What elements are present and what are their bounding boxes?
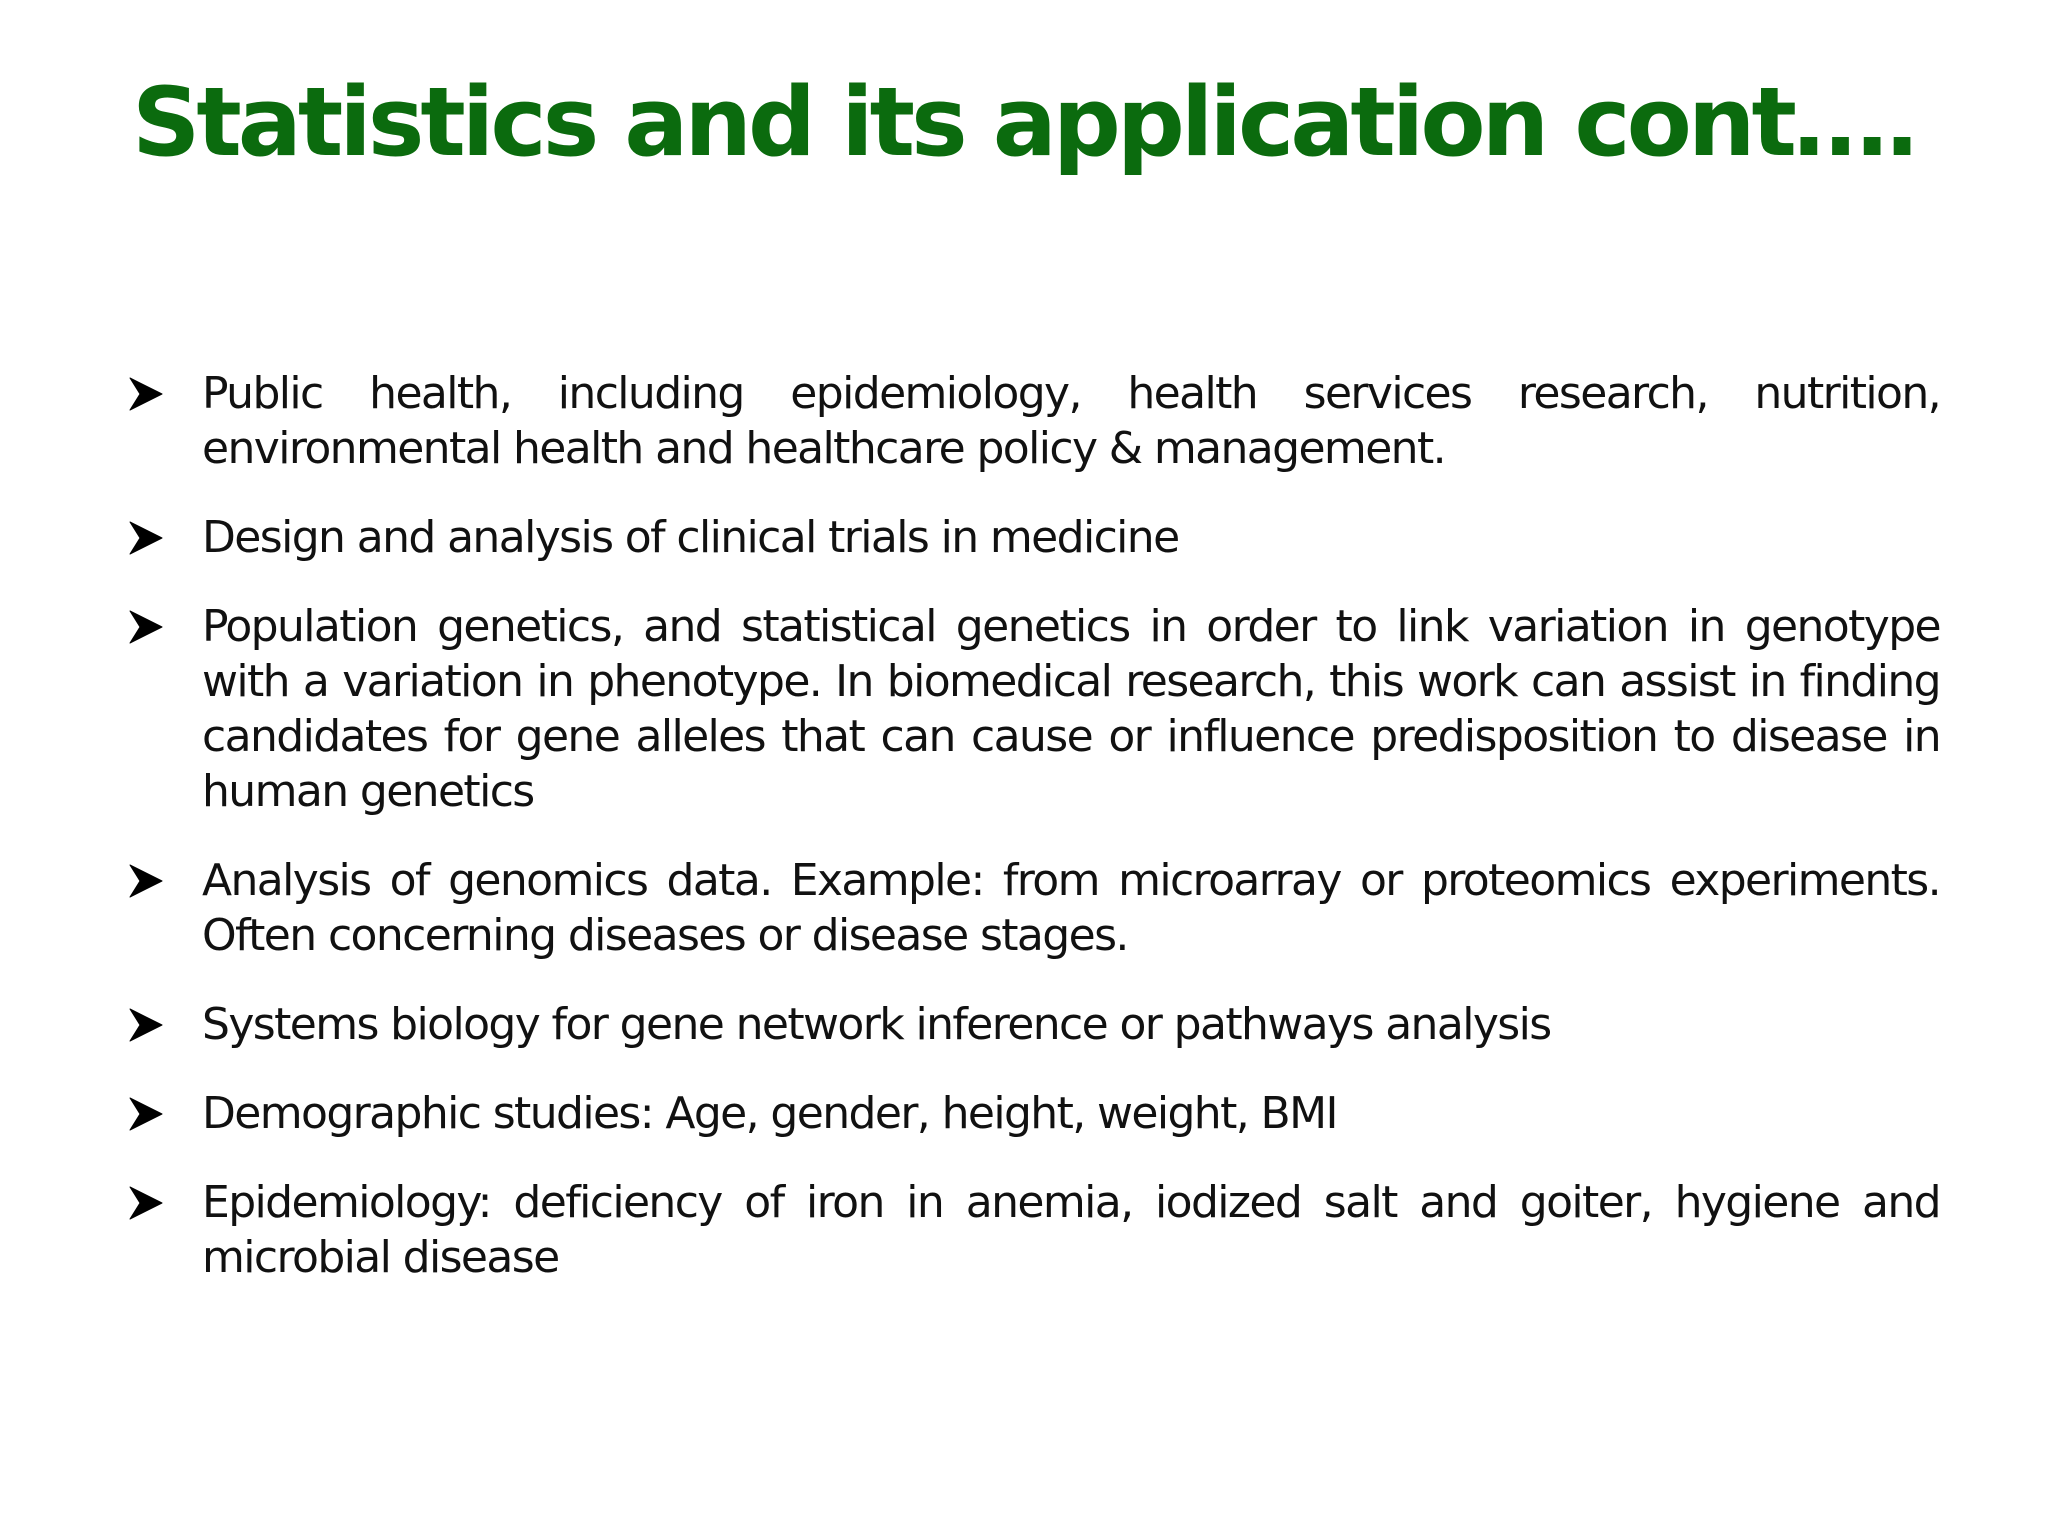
bullet-item-public-health xyxy=(128,366,1940,476)
bullet-text: Design and analysis of clinical trials in medicine xyxy=(202,512,1179,563)
bullet-text: Demographic studies: Age, gender, height, weight, BMI xyxy=(202,1088,1337,1139)
bullet-text: Systems biology for gene network inference or pathways analysis xyxy=(202,999,1551,1050)
slide-title: Statistics and its application cont…. xyxy=(131,68,1917,178)
bullet-list xyxy=(128,366,1940,1319)
arrowhead-bullet-icon xyxy=(128,997,202,1052)
arrowhead-bullet-icon xyxy=(128,1175,202,1230)
bullet-text: Epidemiology: deficiency of iron in anemia, iodized salt and goiter, hygiene and microbial disease xyxy=(202,1177,1940,1283)
bullet-item-epidemiology xyxy=(128,1175,1940,1285)
bullet-item-genomics-data xyxy=(128,853,1940,963)
bullet-text: Public health, including epidemiology, health services research, nutrition, environmental health and healthcare policy & management. xyxy=(202,368,1940,474)
arrowhead-bullet-icon xyxy=(128,853,202,908)
arrowhead-bullet-icon xyxy=(128,366,202,421)
bullet-item-demographic-studies xyxy=(128,1086,1940,1141)
arrowhead-bullet-icon xyxy=(128,599,202,654)
arrowhead-bullet-icon xyxy=(128,510,202,565)
bullet-text: Population genetics, and statistical genetics in order to link variation in genotype with a variation in phenotype. In biomedical research, this work can assist in finding candidates for gene alleles that can cause or influence predisposition to disease in human genetics xyxy=(202,601,1940,817)
bullet-item-clinical-trials xyxy=(128,510,1940,565)
bullet-item-systems-biology xyxy=(128,997,1940,1052)
bullet-item-population-genetics xyxy=(128,599,1940,819)
arrowhead-bullet-icon xyxy=(128,1086,202,1141)
bullet-text: Analysis of genomics data. Example: from microarray or proteomics experiments. Often concerning diseases or disease stages. xyxy=(202,855,1940,961)
